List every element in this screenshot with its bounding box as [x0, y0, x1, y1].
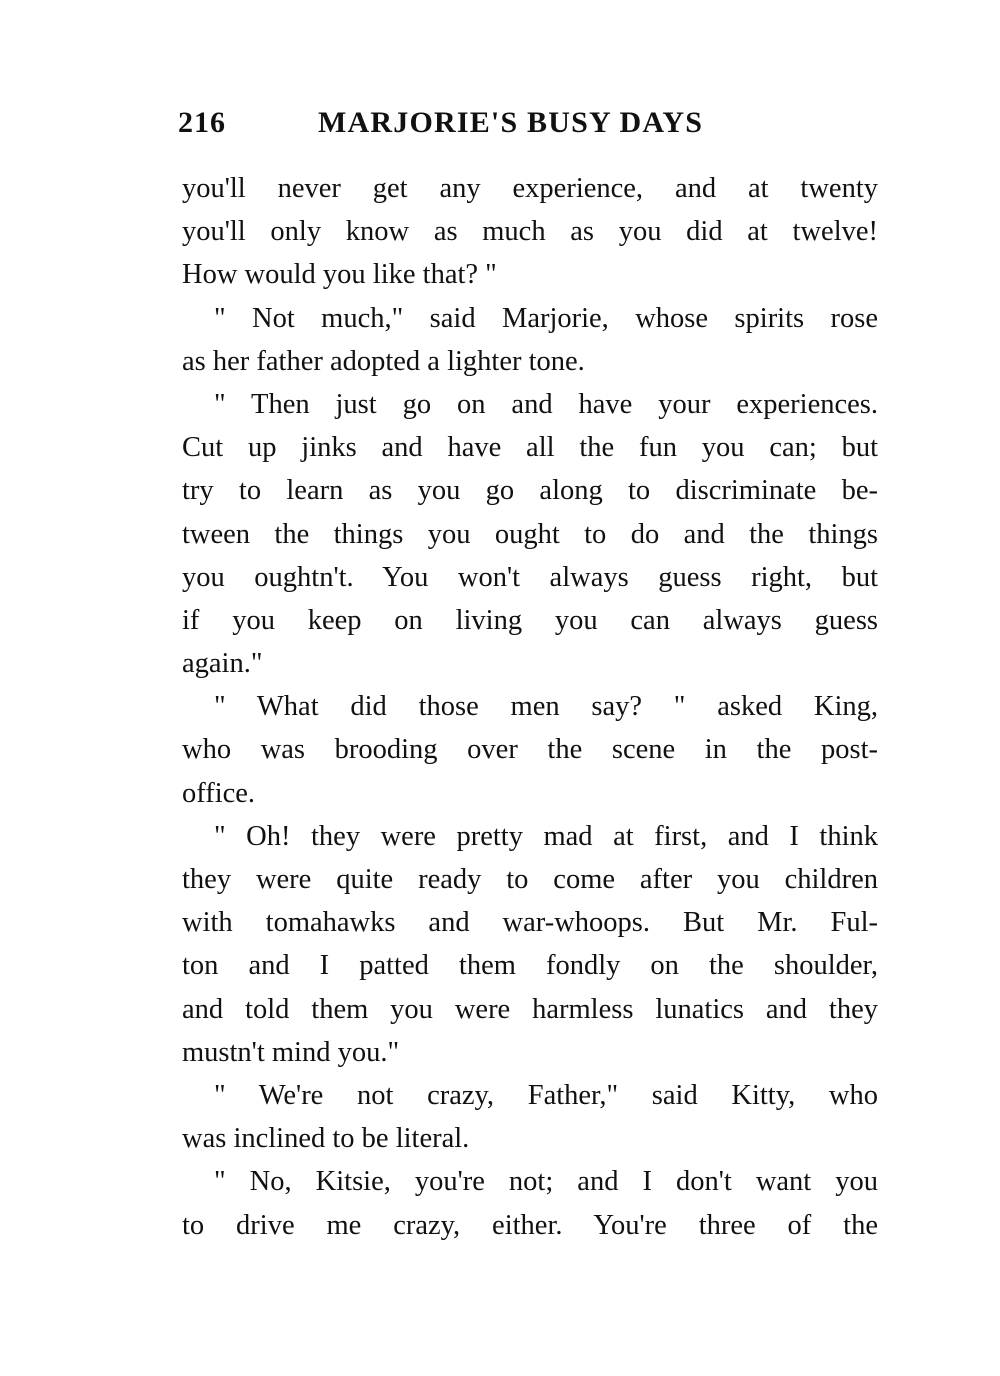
text-line: was inclined to be literal.	[182, 1123, 470, 1155]
text-line: you oughtn't. You won't always guess right, but	[182, 561, 878, 593]
paragraph-first-line: " Then just go on and have your experiences.	[214, 388, 878, 420]
paragraph-first-line: " We're not crazy, Father," said Kitty, who	[214, 1079, 878, 1111]
text-line: office.	[182, 777, 256, 809]
body-text	[182, 167, 878, 1247]
text-line: and told them you were harmless lunatics and they	[182, 993, 878, 1025]
text-line: to drive me crazy, either. You're three of the	[182, 1209, 878, 1241]
paragraph-first-line: " What did those men say? " asked King,	[214, 691, 878, 723]
text-line: try to learn as you go along to discriminate be-	[182, 475, 878, 507]
text-line: tween the things you ought to do and the things	[182, 518, 878, 550]
text-line: Cut up jinks and have all the fun you can; but	[182, 432, 878, 464]
text-line: mustn't mind you."	[182, 1036, 400, 1068]
text-line: who was brooding over the scene in the post-	[182, 734, 878, 766]
text-line: they were quite ready to come after you children	[182, 864, 878, 895]
running-head	[178, 106, 758, 150]
text-line: you'll only know as much as you did at twelve!	[182, 216, 878, 248]
paragraph-first-line: " No, Kitsie, you're not; and I don't want you	[214, 1166, 878, 1198]
text-line: ton and I patted them fondly on the shoulder,	[182, 950, 878, 982]
text-line: again."	[182, 648, 263, 680]
text-line: you'll never get any experience, and at twenty	[182, 173, 878, 204]
text-line: as her father adopted a lighter tone.	[182, 345, 585, 377]
page-number: 216	[178, 106, 226, 139]
text-line: with tomahawks and war-whoops. But Mr. Ful-	[182, 907, 878, 939]
text-line: if you keep on living you can always guess	[182, 604, 878, 636]
running-title: MARJORIE'S BUSY DAYS	[318, 106, 704, 139]
paragraph-first-line: " Oh! they were pretty mad at first, and I think	[214, 820, 878, 852]
paragraph-first-line: " Not much," said Marjorie, whose spirits rose	[214, 302, 878, 334]
text-line: How would you like that? "	[182, 259, 497, 291]
